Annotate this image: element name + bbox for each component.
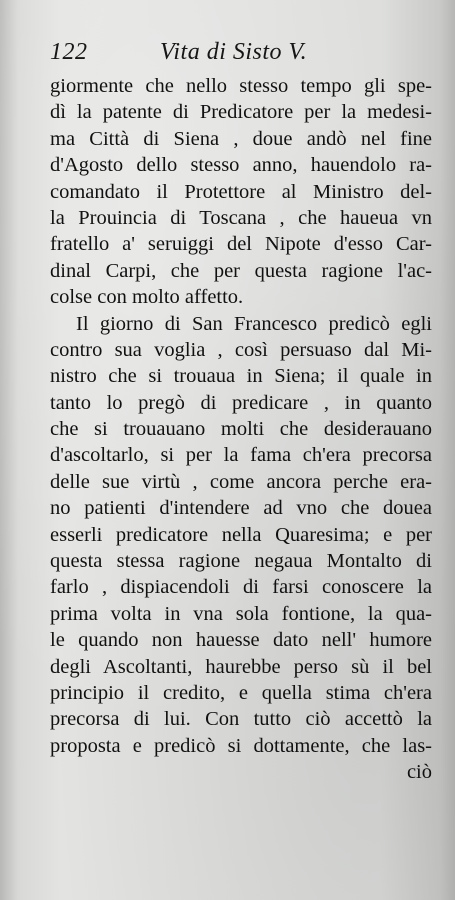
paragraph-start-line: Il giorno di San Francesco predicò egli [76,312,432,335]
text-line: ma Città di Siena , doue andò nel fine [50,127,432,150]
text-line: giormente che nello stesso tempo gli spe- [50,75,432,97]
text-line: d'ascoltarlo, si per la fama ch'era precorsa [50,444,432,467]
text-line: degli Ascoltanti, haurebbe perso sù il bel [50,655,432,678]
catchword: ciò [406,761,432,784]
text-line: prima volta in vna sola fontione, la qua- [50,602,432,625]
running-title: Vita di Sisto V. [160,39,308,65]
text-line: dì la patente di Predicatore per la medesi- [50,101,432,124]
text-line: dinal Carpi, che per questa ragione l'ac- [50,259,432,282]
text-line: nistro che si trouaua in Siena; il quale in [50,365,432,388]
text-line: fratello a' seruiggi del Nipote d'esso Car- [50,233,432,256]
text-line: principio il credito, e quella stima ch'era [50,681,432,704]
text-line: le quando non hauesse dato nell' humore [50,629,432,652]
paragraph-end-line: colse con molto affetto. [50,286,244,309]
text-line: comandato il Protettore al Ministro del- [50,180,432,203]
text-line: proposta e predicò si dottamente, che las- [50,734,432,757]
text-line: precorsa di lui. Con tutto ciò accettò la [50,708,432,731]
text-line: tanto lo pregò di predicare , in quanto [50,391,432,414]
text-line: d'Agosto dello stesso anno, hauendolo ra- [50,154,432,177]
text-line: contro sua voglia , così persuaso dal Mi- [50,338,432,361]
text-line: esserli predicatore nella Quaresima; e per [50,523,432,546]
body-text [50,73,432,786]
page-header [50,39,430,71]
text-line: che si trouauano molti che desiderauano [50,418,432,441]
text-line: delle sue virtù , come ancora perche era- [50,470,432,493]
text-line: farlo , dispiacendoli di farsi conoscere la [50,576,432,599]
text-line: questa stessa ragione negaua Montalto di [50,550,432,573]
text-line: la Prouincia di Toscana , che haueua vn [50,206,432,229]
page-number: 122 [50,39,88,65]
text-line: no patienti d'intendere ad vno che douea [50,497,432,520]
